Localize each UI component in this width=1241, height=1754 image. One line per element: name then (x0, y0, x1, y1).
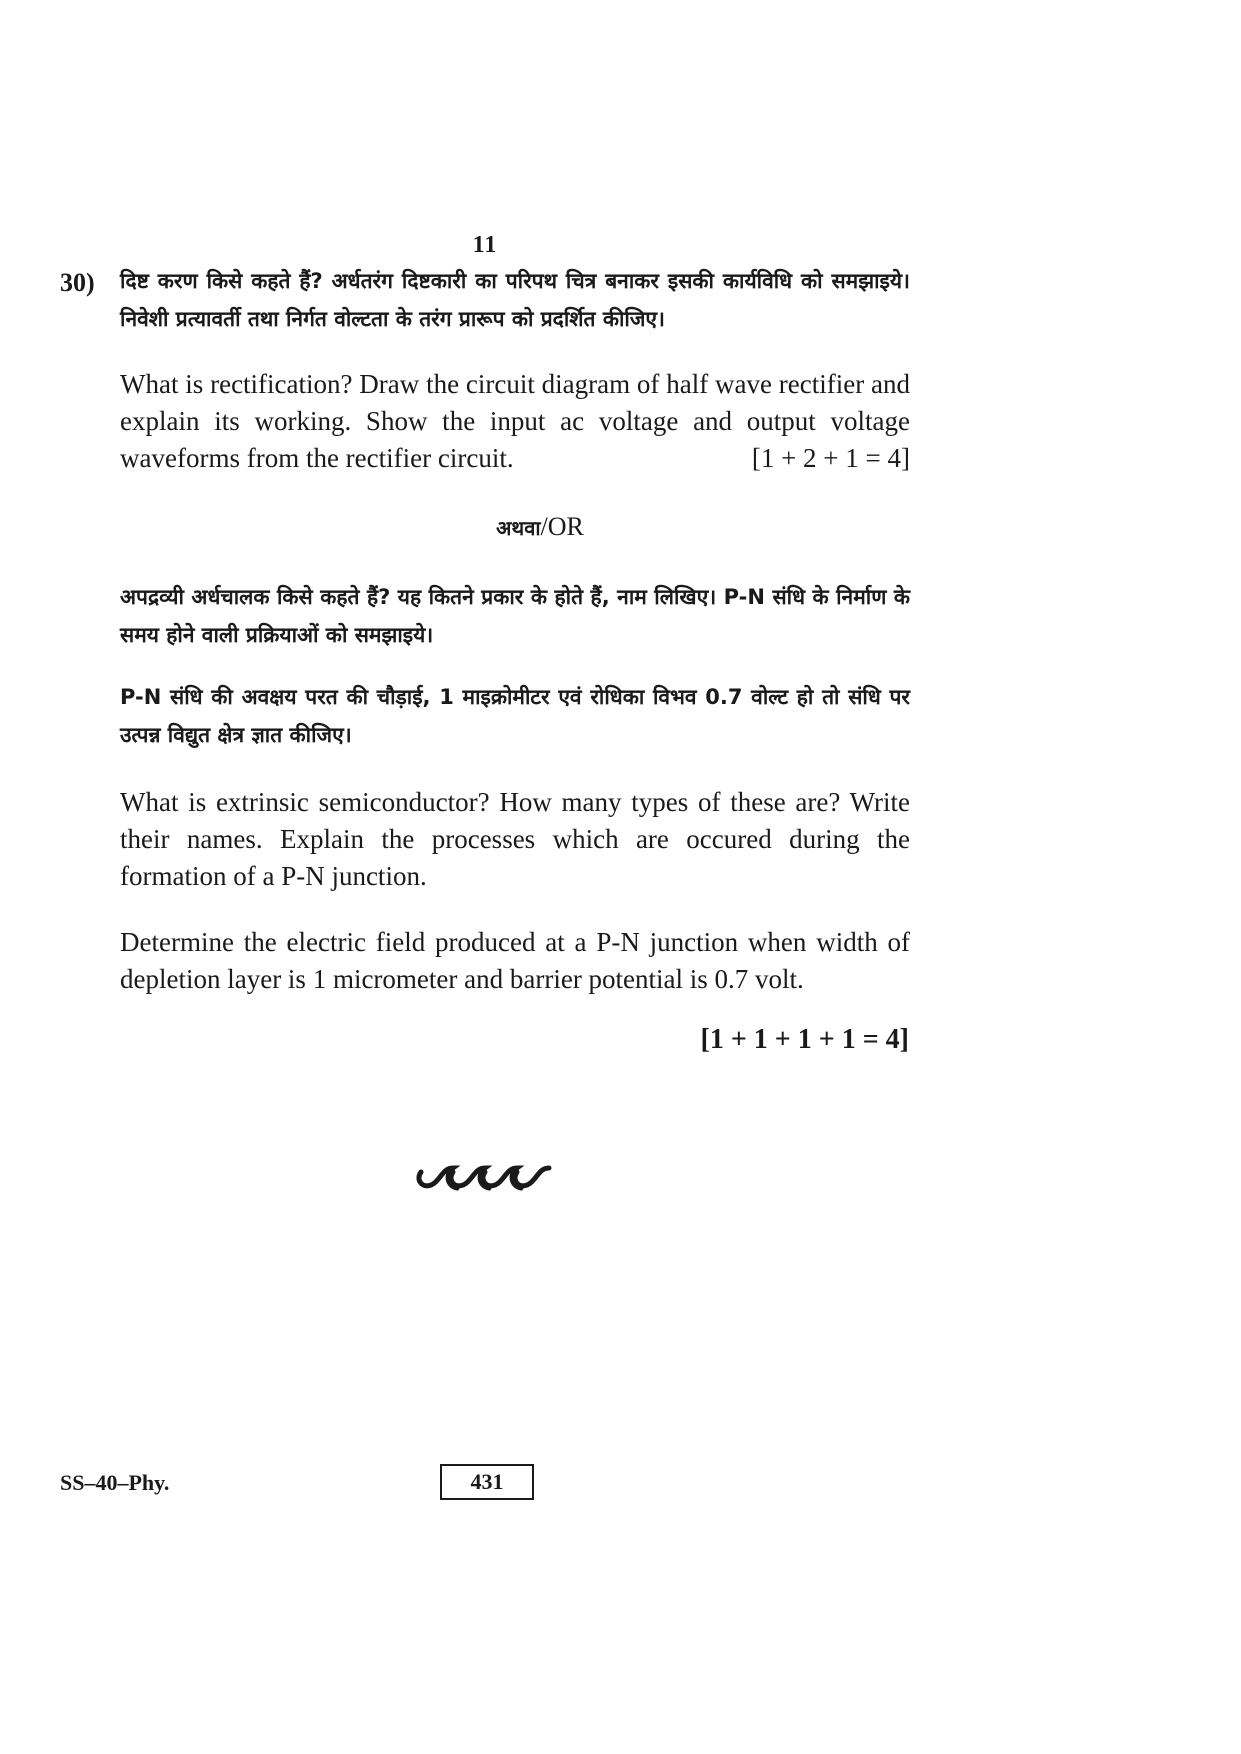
or-english: /OR (540, 512, 584, 541)
paper-code: SS–40–Phy. (60, 1470, 170, 1495)
question-english-part1-text: What is rectification? Draw the circuit diagram of half wave rectifier and explain its working. Show the input ac voltage and output voltage waveforms from the rectifier circuit. (120, 369, 910, 473)
end-ornament (413, 1160, 553, 1194)
marks-part1: [1 + 2 + 1 = 4] (751, 443, 910, 473)
page-number: 11 (472, 232, 498, 258)
question-english-part1 (120, 366, 910, 477)
question-english-part2a: What is extrinsic semiconductor? How many types of these are? Write their names. Explain the processes which are occured during the formation of a P-N junction. (120, 787, 910, 891)
or-hindi: अथवा (496, 516, 541, 540)
marks-part2: [1 + 1 + 1 + 1 = 4] (700, 1024, 909, 1055)
question-hindi-part2a: अपद्रव्यी अर्धचालक किसे कहते हैं? यह कितने प्रकार के होते हैं, नाम लिखिए। P-N संधि के निर्माण के समय होने वाली प्रक्रियाओं को समझाइये। (120, 585, 910, 647)
page-box-number: 431 (440, 1464, 534, 1500)
or-separator (0, 512, 1080, 542)
question-hindi-part2b: P-N संधि की अवक्षय परत की चौड़ाई, 1 माइक्रोमीटर एवं रोधिका विभव 0.7 वोल्ट हो तो संधि पर उत्पन्न विद्युत क्षेत्र ज्ञात कीजिए। (120, 685, 910, 747)
question-number: 30) (60, 268, 95, 297)
question-english-part2b: Determine the electric field produced at a P-N junction when width of depletion layer is 1 micrometer and barrier potential is 0.7 volt. (120, 927, 910, 994)
question-hindi-part1: दिष्ट करण किसे कहते हैं? अर्धतरंग दिष्टकारी का परिपथ चित्र बनाकर इसकी कार्यविधि को समझाइये। निवेशी प्रत्यावर्ती तथा निर्गत वोल्टता के तरंग प्रारूप को प्रदर्शित कीजिए। (120, 269, 910, 331)
